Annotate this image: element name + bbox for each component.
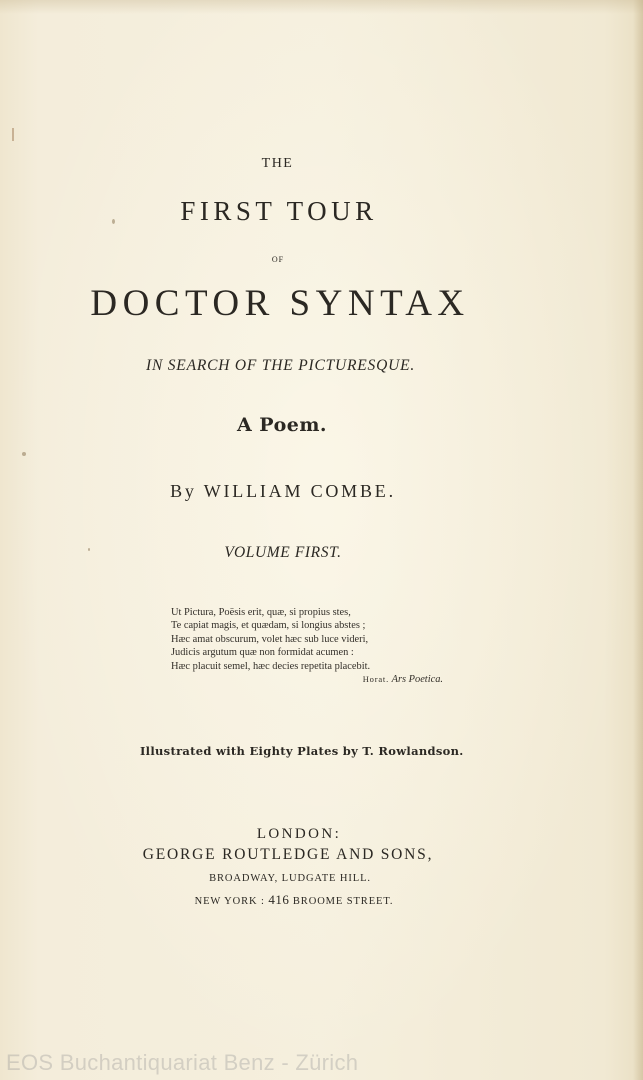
genre-label: A Poem.: [236, 414, 328, 436]
attribution-author: Horat.: [362, 674, 390, 685]
imprint-address: BROADWAY, LUDGATE HILL.: [209, 873, 371, 884]
illustration-note: Illustrated with Eighty Plates by T. Rowlandson.: [140, 744, 464, 758]
volume-label: VOLUME FIRST.: [224, 544, 342, 561]
imprint-newyork: [176, 892, 412, 908]
title-of: OF: [271, 255, 285, 264]
paper-fleck: [22, 452, 26, 456]
newyork-number: 416: [268, 892, 290, 907]
attribution-work: Ars Poetica.: [391, 674, 443, 686]
epigraph-line: Judicis argutum quæ non formidat acumen :: [171, 647, 354, 659]
page-mark: [12, 128, 14, 141]
epigraph-line: Ut Pictura, Poësis erit, quæ, si propius stes,: [171, 607, 351, 618]
imprint-city: LONDON:: [256, 826, 342, 842]
watermark: EOS Buchantiquariat Benz - Zürich: [6, 1050, 359, 1075]
epigraph: [171, 606, 451, 686]
imprint-publisher: GEORGE ROUTLEDGE AND SONS,: [142, 846, 434, 863]
page-right-edge: [633, 0, 643, 1080]
title-the: THE: [261, 156, 294, 171]
main-title: DOCTOR SYNTAX: [90, 283, 470, 324]
author-prefix: By: [170, 481, 197, 501]
epigraph-line: Te capiat magis, et quædam, si longius abstes ;: [171, 620, 366, 632]
author-name: WILLIAM COMBE.: [203, 481, 396, 501]
page-top-edge: [0, 0, 643, 14]
newyork-street: BROOME STREET.: [292, 896, 394, 907]
epigraph-attribution: [171, 673, 451, 686]
title-first-tour: FIRST TOUR: [180, 196, 378, 226]
epigraph-line: Hæc placuit semel, hæc decies repetita placebit.: [171, 660, 371, 672]
subtitle: IN SEARCH OF THE PICTURESQUE.: [145, 357, 416, 374]
epigraph-line: Hæc amat obscurum, volet hæc sub luce videri,: [171, 633, 369, 645]
newyork-prefix: NEW YORK :: [194, 896, 265, 907]
paper-fleck: [112, 219, 115, 224]
paper-fleck: [88, 548, 90, 551]
author-line: [148, 481, 418, 502]
